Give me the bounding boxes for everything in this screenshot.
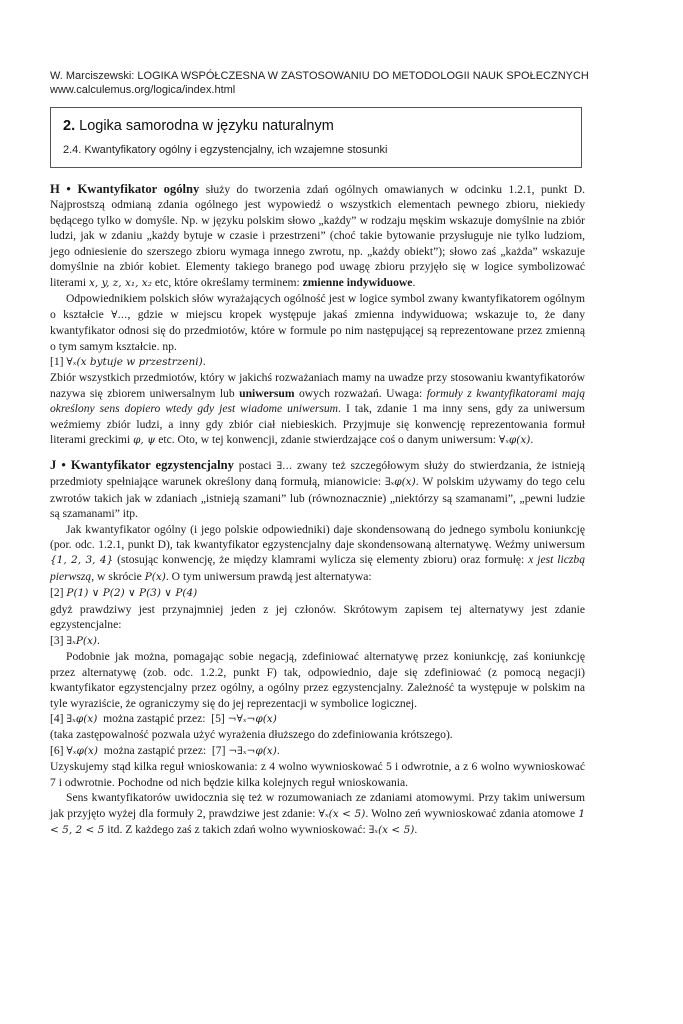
text: . I tak, zdanie 1 ma inny sens, gdy za uniwersum weźmiemy zbiór ludzi, a inny gdy zbiór ciał niebieskich. Przyjmuje się konwencję reprezentowania formuł literami greckimi [50, 402, 585, 447]
formula-label: [5] [211, 711, 228, 725]
formula-label: [6] [50, 743, 67, 757]
text: , w skrócie [91, 569, 145, 583]
math: x, y, z, x₁, x₂ [88, 276, 152, 289]
chapter-number: 2. [63, 118, 76, 134]
formula-4-5 [50, 711, 585, 727]
text: , gdzie w miejscu kropek występuje jakaś zmienna indywiduowa; wskazuje to, że dany kwantyfikator odnosi się do przedmiotów, które w formule po nim następującej są reprezentowane przez zmienną o tym samym kształcie. np. [50, 307, 586, 353]
term-bold: uniwersum [239, 386, 295, 400]
text: zwany też szczegółowym służy do stwierdzania, że istnieją przedmioty spełniające warunek określony daną formułą, mianowicie: [50, 458, 585, 489]
math: 1 < 5, 2 < 5 [50, 807, 586, 837]
section-j-paragraph-1 [50, 458, 585, 522]
section-h-paragraph-1 [50, 182, 585, 291]
section-j-paragraph-2 [50, 522, 585, 586]
section-j-paragraph-4: Podobnie jak można, pomagając sobie negacją, zdefiniować alternatywę przez koniunkcję, zaś koniunkcję przez alternatywę (zob. odc. 1.2.2, punkt F) tak, odpowiednio, daje się zdefiniować (z pomocą negacji) kwantyfikator egzystencjalny przez ogólny, a ogólny przez egzystencjalny. Zależność ta występuje w polskim na tyle wyraziście, że ograniczymy się do jej reprezentacji w symbolice logicznej. [50, 650, 585, 710]
text: . [412, 275, 416, 289]
text: można zastąpić przez: [97, 711, 212, 725]
text: Zbiór wszystkich przedmiotów, który w jakichś rozważaniach mamy na uwadze przy stosowaniu kwantyfikatorów nazywa się zbiorem uniwersalnym lub [50, 371, 585, 400]
spacer [50, 449, 585, 458]
section-h-paragraph-3 [50, 370, 585, 448]
math: P(1) ∨ P(2) ∨ P(3) ∨ P(4) [66, 587, 198, 600]
text: itd. Z każdego zaś z takich zdań wolno wywnioskować: [104, 823, 369, 837]
text: postaci [233, 458, 277, 472]
emphasis: x jest liczbą pierwszą [50, 553, 585, 583]
chapter-box [50, 107, 582, 168]
formula-label: [7] [211, 743, 229, 757]
math: {1, 2, 3, 4} [50, 554, 114, 567]
section-j-paragraph-6: Uzyskujemy stąd kilka reguł wnioskowania: z 4 wolno wywnioskować 5 i odwrotnie, a z 6 wolno wywnioskować 7 i odwrotnie. Pochodne od nich będzie kilka kolejnych reguł wnioskowania. [50, 760, 585, 789]
text: . [276, 743, 280, 757]
math: ∀... [111, 308, 128, 321]
text: Odpowiednikiem polskich słów wyrażających ogólność jest w logice symbol zwany kwantyfikatorem ogólnym o kształcie [50, 292, 585, 321]
formula-label: [1] [50, 354, 67, 368]
text: . [414, 823, 418, 837]
section-h-paragraph-2 [50, 291, 585, 354]
math: ∃ₓφ(x) [66, 712, 98, 725]
formula-6-7 [50, 743, 585, 759]
section-h-heading: H • Kwantyfikator ogólny [50, 182, 200, 196]
section-j-paragraph-3: gdyż prawdziwy jest przynajmniej jeden z jej członów. Skrótowym zapisem tej alternatywy jest zdanie egzystencjalne: [50, 602, 585, 632]
section-j-heading: J • Kwantyfikator egzystencjalny [50, 457, 234, 472]
running-header-title: W. Marciszewski: LOGIKA WSPÓŁCZESNA W ZASTOSOWANIU DO METODOLOGII NAUK SPOŁECZNYCH [50, 70, 589, 82]
text: . [530, 433, 534, 447]
chapter-title [63, 118, 334, 134]
math: ∀ₓ(x < 5) [318, 807, 366, 820]
math: ¬∃ₓ¬φ(x) [228, 744, 277, 757]
formula-label: [2] [50, 586, 67, 600]
math: ¬∀ₓ¬φ(x) [227, 712, 277, 725]
math: ∃ₓP(x) [66, 634, 98, 647]
text: Jak kwantyfikator ogólny (i jego polskie odpowiedniki) daje skondensowaną do jednego symbolu koniunkcję (por. odc. 1.2.1, punkt D), tak kwantyfikator egzystencjalny daje skondensowaną alternatywę. Weźmy uniwersum [50, 522, 585, 551]
text: Sens kwantyfikatorów uwidocznia się też w rozumowaniach ze zdaniami atomowymi. Przy takim uniwersum jak przyjęto wyżej dla formuły 2, prawdziwe jest zdanie: [50, 791, 585, 820]
formula-label: [4] [50, 711, 67, 725]
body-text [50, 182, 585, 839]
term-bold: zmienne indywiduowe [302, 275, 413, 289]
math: ∀ₓ(x bytuje w przestrzeni). [66, 355, 207, 368]
math: ∃ₓ(x < 5) [368, 824, 415, 837]
section-j-paragraph-5: (taka zastępowalność pozwala użyć wyrażenia dłuższego do zdefiniowania krótszego). [50, 728, 453, 742]
math: ∀ₓφ(x) [498, 434, 531, 447]
text: . Wolno zeń wywnioskować zdania atomowe [365, 806, 579, 820]
text: służy do tworzenia zdań ogólnych omawianych w odcinku 1.2.1, punkt D. Najprostszą odmianą zdania ogólnego jest wypowiedź o wszystkich elementach pewnego zbioru, niekiedy będącego tylko w domyśle. Np. w języku polskim słowo „każdy” w rodzaju męskim wskazuje domyślnie na zbiór ludzi, jak w zdaniu „każdy bytuje w czasie i przestrzeni” (choć takie bytowanie przysługuje nie tylko ludziom, jego odniesienie do szerszego zbioru wymaga innego zwrotu, np. „każdy obiekt”); słowo zaś „każda” wskazuje domyślnie na zbiór kobiet. Elementy takiego branego pod uwagę zbioru przyjęło się w logice symbolizować literami [50, 183, 585, 289]
running-header-url: www.calculemus.org/logica/index.html [50, 84, 236, 96]
chapter-subtitle: 2.4. Kwantyfikatory ogólny i egzystencjalny, ich wzajemne stosunki [63, 144, 388, 156]
text: . O tym uniwersum prawdą jest alternatywa: [165, 569, 372, 583]
formula-2 [50, 585, 585, 601]
text: . [97, 633, 100, 647]
math: φ, ψ [133, 434, 156, 447]
text: . W polskim używamy do tego celu zwrotów takich jak w zdaniach „istnieją szamani” lub (równoznacznie) „niektórzy są szamanami”, „pewni ludzie są szamanami” itp. [50, 475, 585, 521]
section-j-paragraph-7 [50, 790, 585, 838]
formula-1 [50, 354, 585, 370]
text: owych rozważań. Uwaga: [294, 386, 427, 400]
formula-label: [3] [50, 633, 67, 647]
emphasis: formuły z kwantyfikatorami mają określony sens dopiero wtedy gdy jest wiadome uniwersum [50, 386, 586, 416]
text: etc. Oto, w tej konwencji, zdanie stwierdzające coś o danym uniwersum: [155, 433, 499, 447]
math: ∀ₓφ(x) [66, 744, 98, 757]
text: (stosując konwencję, że między klamrami wylicza się elementy zbioru) oraz formułę: [113, 553, 529, 567]
math: ∃ₓφ(x) [384, 476, 416, 489]
chapter-title-text: Logika samorodna w języku naturalnym [79, 118, 334, 134]
formula-3 [50, 633, 585, 649]
math: P(x) [144, 570, 166, 583]
text: można zastąpić przez: [97, 743, 212, 757]
text: etc, które określamy terminem: [151, 275, 303, 289]
math: ∃... [276, 459, 293, 472]
